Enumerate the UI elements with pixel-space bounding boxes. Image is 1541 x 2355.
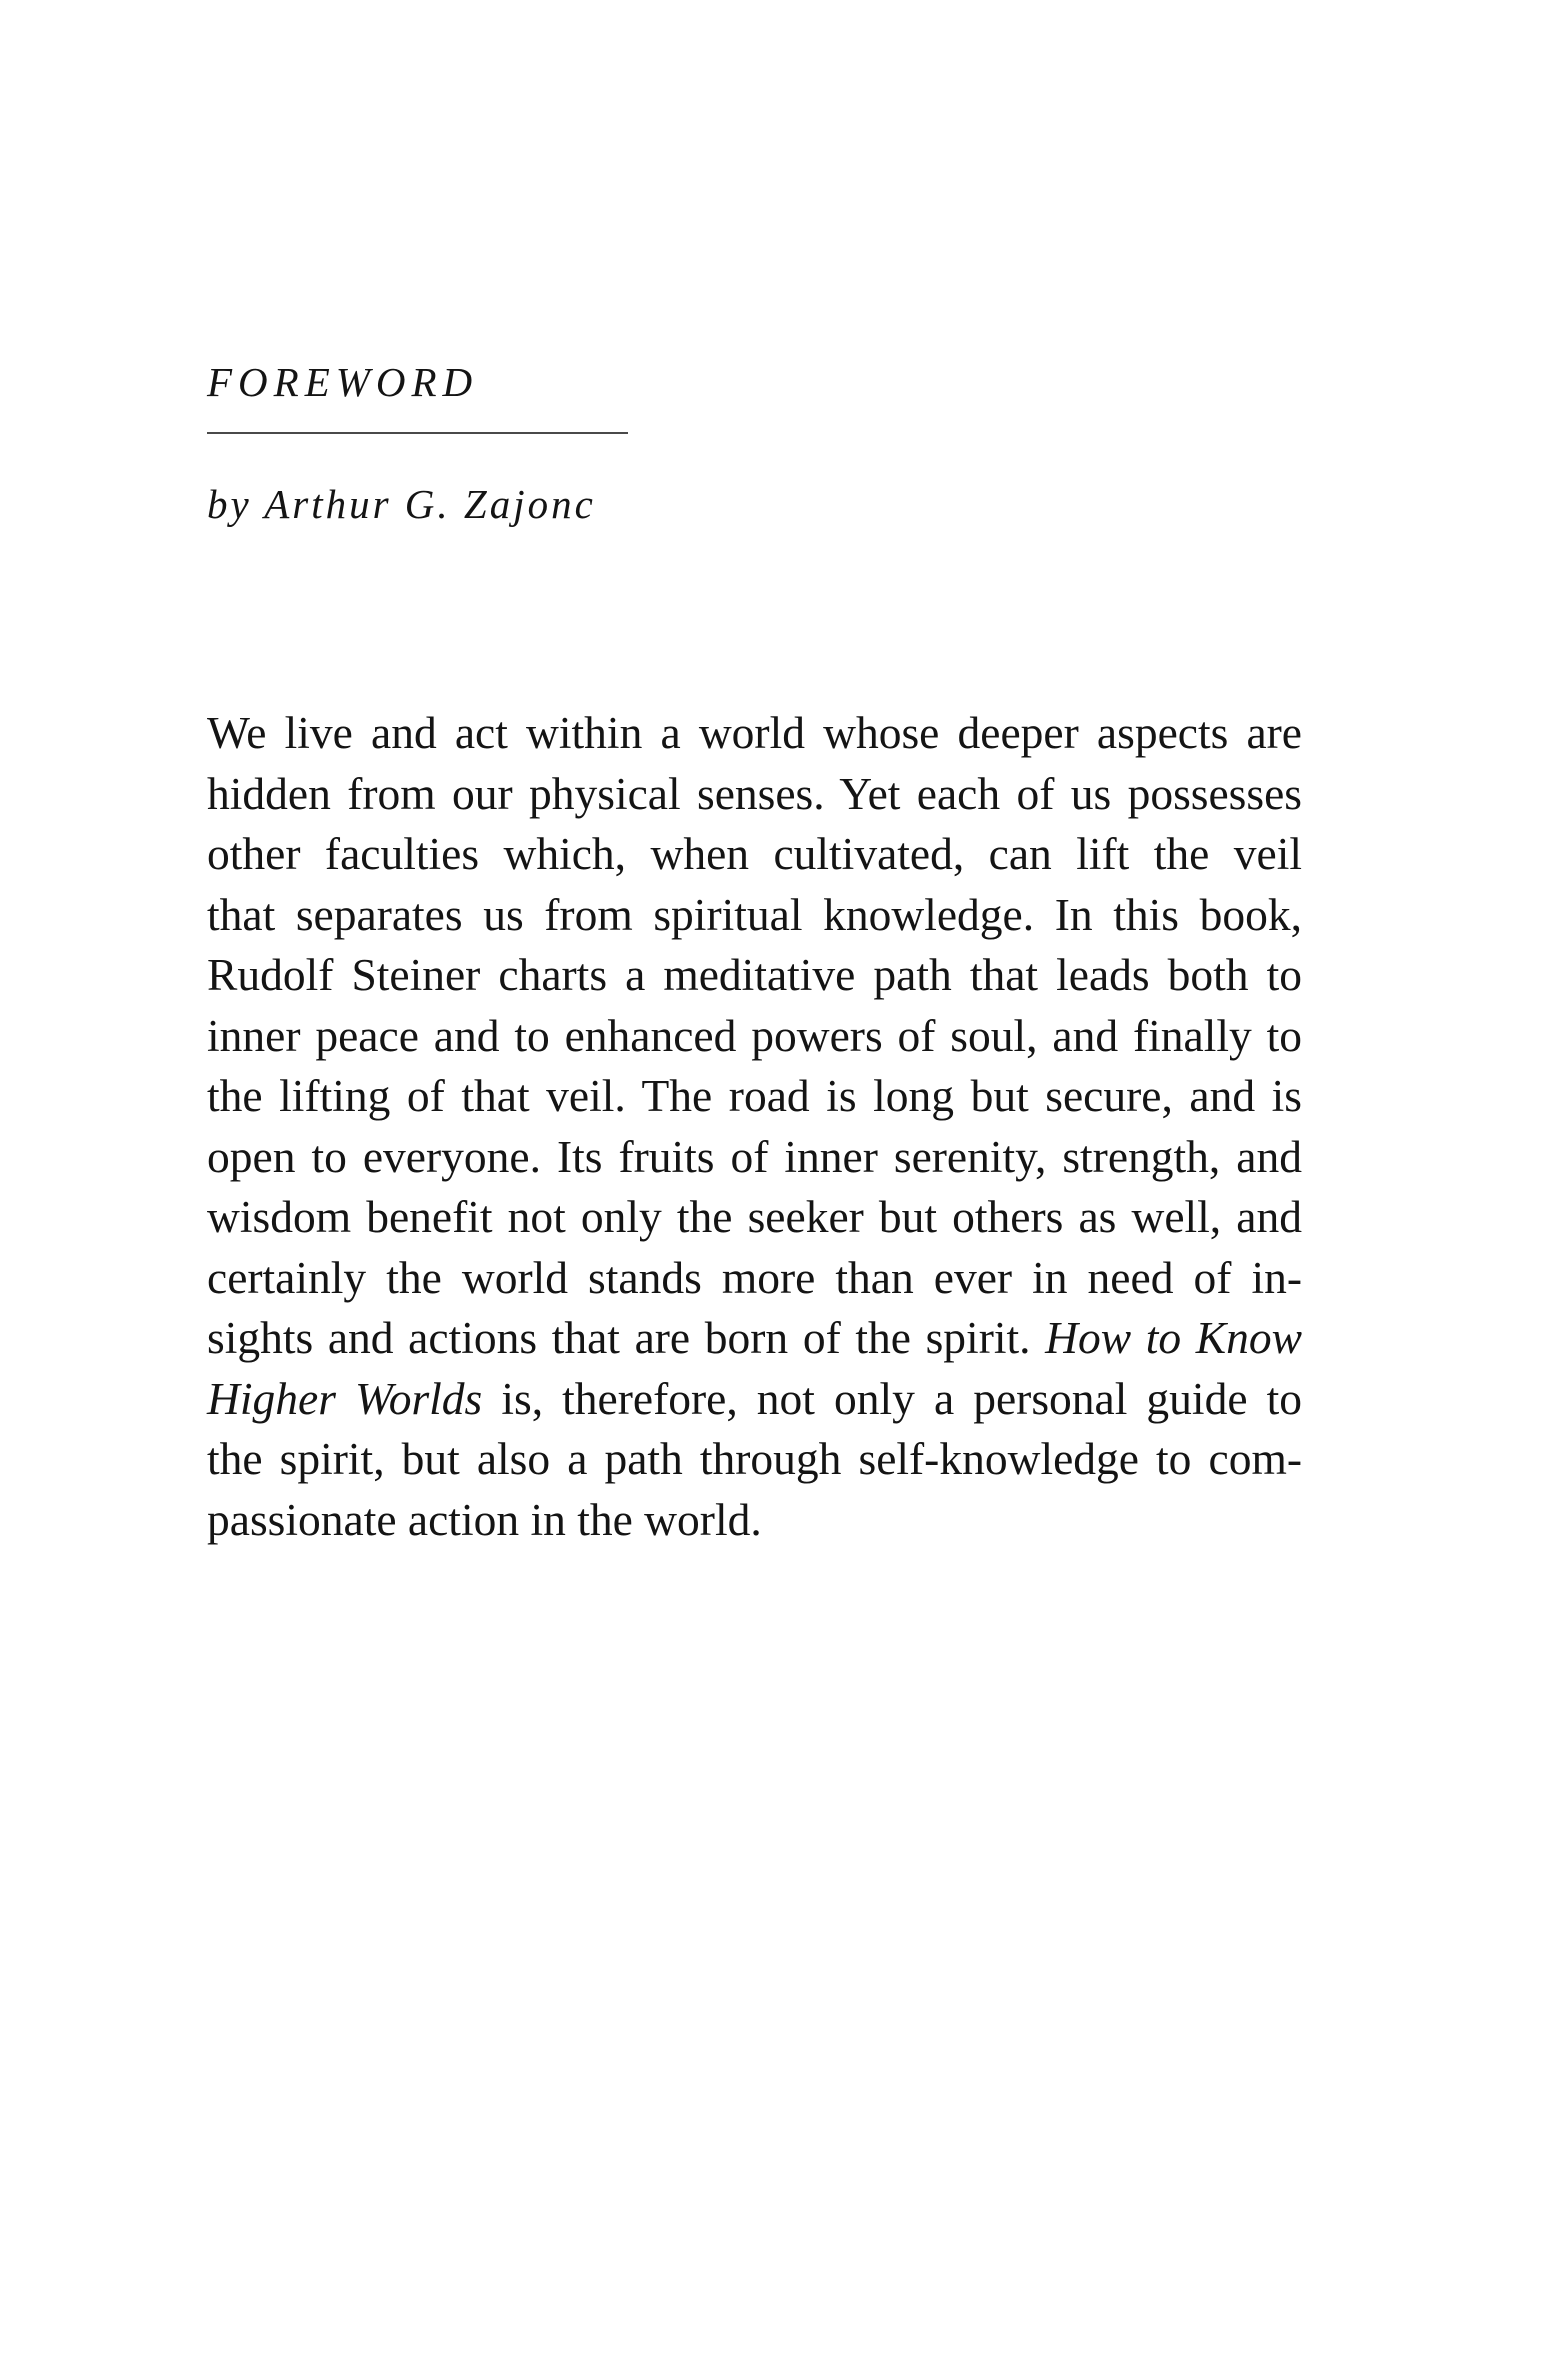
book-title-text: Higher Worlds [207, 1372, 483, 1424]
line-text: the spirit, but also a path through self-knowledge to com- [207, 1433, 1302, 1484]
chapter-heading: FOREWORD [207, 359, 479, 405]
line-text: passionate action in the world. [207, 1493, 762, 1545]
line-text: hidden from our physical senses. Yet each of us possesses [207, 767, 1302, 819]
heading-rule [207, 432, 628, 434]
line-text: inner peace and to enhanced powers of soul, and finally to [207, 1009, 1302, 1061]
line-text: wisdom benefit not only the seeker but others as well, and [207, 1191, 1302, 1242]
paragraph-line [207, 1127, 1302, 1188]
paragraph-line [207, 1369, 1302, 1430]
book-title-text: How to Know [1045, 1312, 1302, 1363]
line-text: certainly the world stands more than ever in need of in- [207, 1251, 1302, 1303]
line-text: that separates us from spiritual knowledge. In this book, [207, 888, 1302, 940]
author-byline: by Arthur G. Zajonc [207, 481, 596, 527]
line-text: Rudolf Steiner charts a meditative path that leads both to [207, 949, 1302, 1000]
line-text: sights and actions that are born of the spirit. [207, 1312, 1046, 1363]
line-text: is, therefore, not only a personal guide to [482, 1372, 1302, 1424]
line-text: open to everyone. Its fruits of inner serenity, strength, and [207, 1130, 1302, 1182]
paragraph-line [207, 703, 1302, 764]
line-text: other faculties which, when cultivated, can lift the veil [207, 828, 1302, 879]
paragraph-line [207, 1006, 1302, 1067]
foreword-paragraph [207, 703, 1302, 1550]
line-text: the lifting of that veil. The road is long but secure, and is [207, 1070, 1302, 1121]
line-text: We live and act within a world whose deeper aspects are [207, 707, 1302, 758]
paragraph-line [207, 885, 1302, 946]
paragraph-line [207, 1066, 1302, 1127]
paragraph-line [207, 764, 1302, 825]
paragraph-line [207, 824, 1302, 885]
paragraph-line [207, 1187, 1302, 1248]
paragraph-line [207, 1429, 1302, 1490]
paragraph-line [207, 1248, 1302, 1309]
paragraph-line [207, 1308, 1302, 1369]
paragraph-line [207, 1490, 1302, 1551]
paragraph-line [207, 945, 1302, 1006]
